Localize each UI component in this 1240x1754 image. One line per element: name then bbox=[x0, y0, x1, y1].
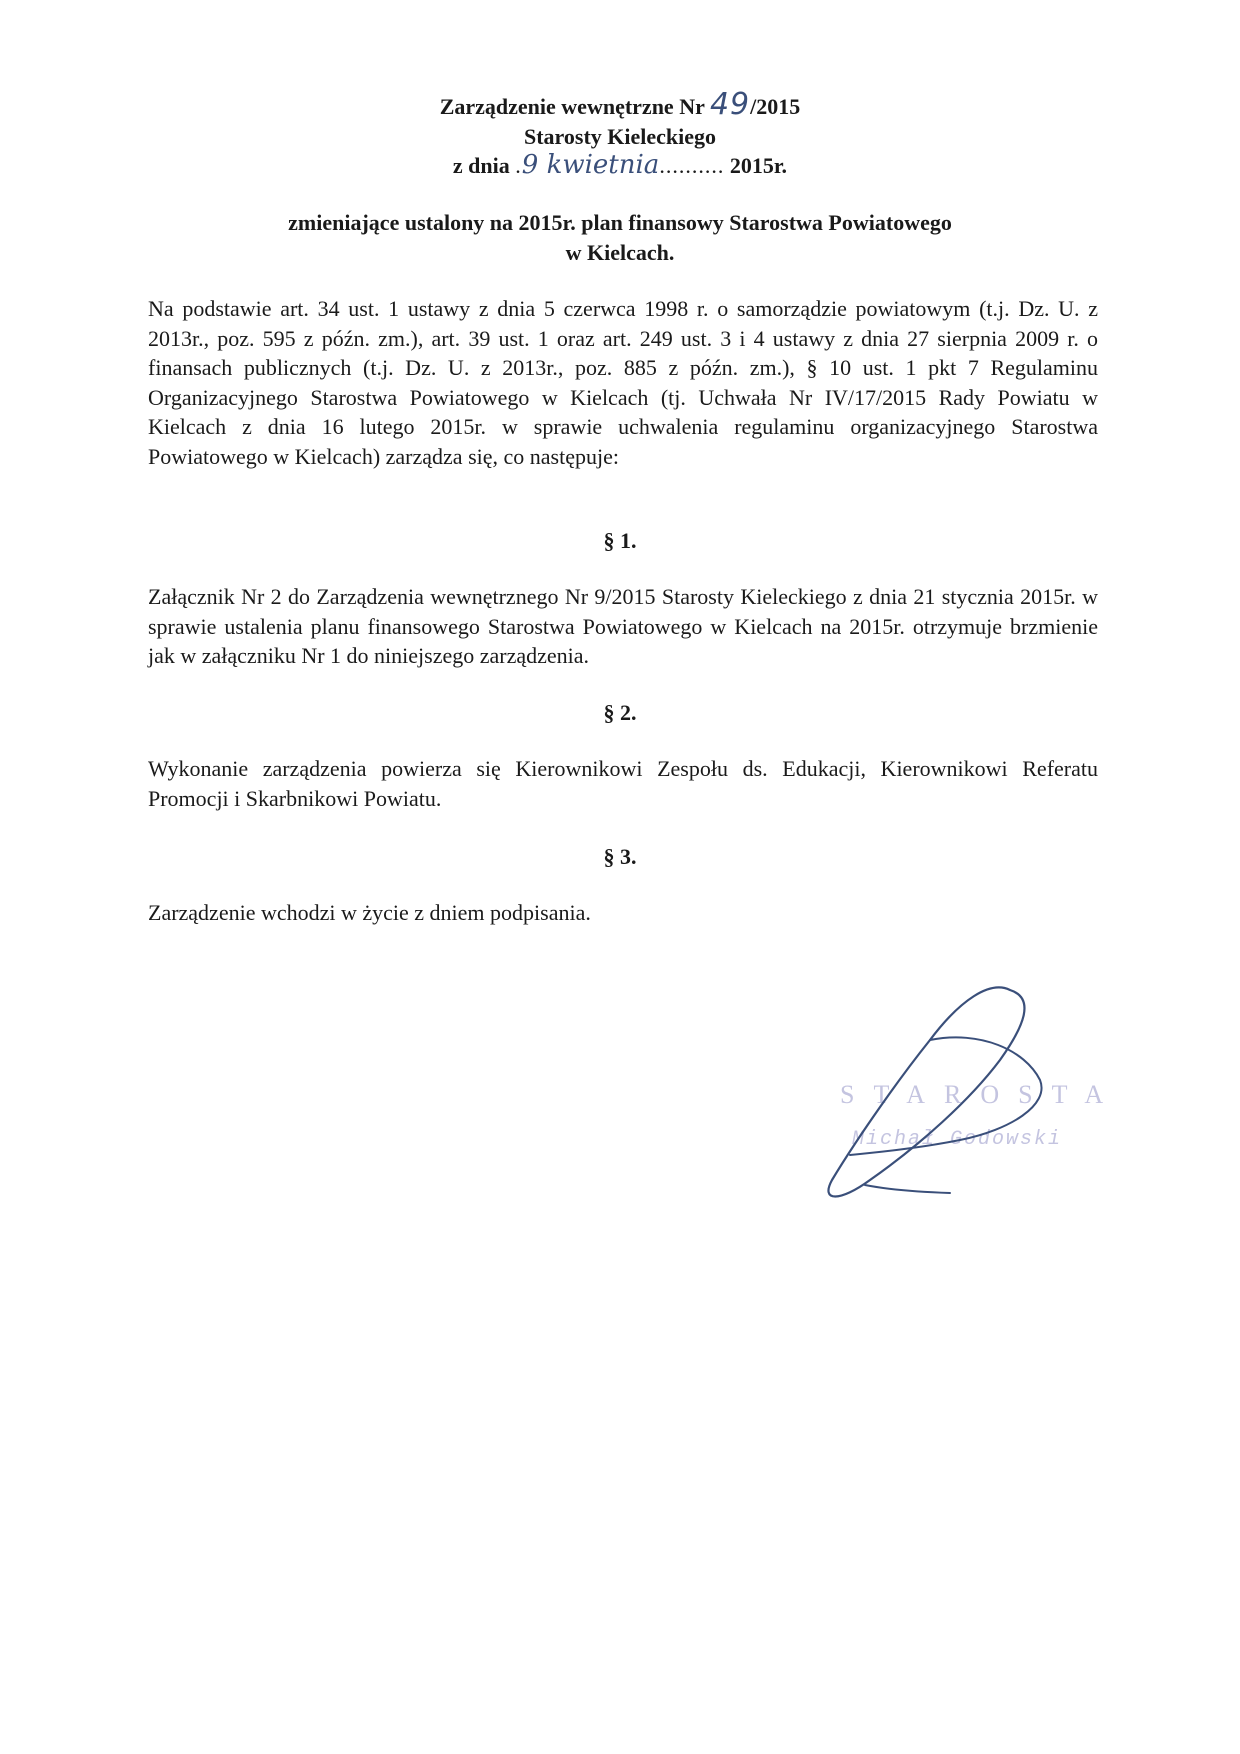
header-line-3: z dnia .9 kwietnia.......... 2015r. bbox=[452, 150, 788, 180]
document-title bbox=[0, 208, 1240, 268]
section-1-heading: § 1. bbox=[603, 528, 637, 553]
header-prefix: Zarządzenie wewnętrzne Nr bbox=[439, 94, 705, 119]
handwritten-date: 9 kwietnia bbox=[521, 150, 660, 180]
section-2-text: Wykonanie zarządzenia powierza się Kierownikowi Zespołu ds. Edukacji, Kierownikowi Referatu Promocji i Skarbnikowi Powiatu. bbox=[148, 756, 1098, 811]
preamble: Na podstawie art. 34 ust. 1 ustawy z dnia 5 czerwca 1998 r. o samorządzie powiatowym (t.j. Dz. U. z 2013r., poz. 595 z późn. zm.), art. 39 ust. 1 oraz art. 249 ust. 3 i 4 ustawy z dnia 27 sierpnia 2009 r. o finansach publicznych (t.j. Dz. U. z 2013r., poz. 885 z późn. zm.), § 10 ust. 1 pkt 7 Regulaminu Organizacyjnego Starostwa Powiatowego w Kielcach (tj. Uchwała Nr IV/17/2015 Rady Powiatu w Kielcach z dnia 16 lutego 2015r. w sprawie uchwalenia regulaminu organizacyjnego Starostwa Powiatowego w Kielcach) zarządza się, co następuje: bbox=[148, 296, 1098, 469]
section-2-heading: § 2. bbox=[603, 700, 637, 725]
title-line-2: w Kielcach. bbox=[565, 240, 675, 265]
stamp-name: Michał Godowski bbox=[852, 1128, 1063, 1151]
header-line-2 bbox=[0, 122, 1240, 152]
section-3-text: Zarządzenie wchodzi w życie z dniem podpisania. bbox=[148, 900, 591, 925]
stamp-title: STAROSTA bbox=[840, 1080, 1123, 1109]
title-line-1: zmieniające ustalony na 2015r. plan finansowy Starostwa Powiatowego bbox=[288, 210, 952, 235]
header-year-suffix: /2015 bbox=[750, 94, 801, 119]
header-date-suffix: 2015r. bbox=[729, 153, 788, 178]
section-3-heading: § 3. bbox=[603, 844, 637, 869]
handwritten-number: 49 bbox=[709, 87, 751, 122]
header-line-1 bbox=[0, 87, 1240, 122]
section-1-text: Załącznik Nr 2 do Zarządzenia wewnętrznego Nr 9/2015 Starosty Kieleckiego z dnia 21 stycznia 2015r. w sprawie ustalenia planu finansowego Starostwa Powiatowego w Kielcach na 2015r. otrzymuje brzmienie jak w załączniku Nr 1 do niniejszego zarządzenia. bbox=[148, 584, 1098, 668]
header-date-prefix: z dnia bbox=[452, 153, 510, 178]
header-issuer: Starosty Kieleckiego bbox=[523, 124, 717, 149]
handwritten-signature bbox=[810, 980, 1070, 1220]
